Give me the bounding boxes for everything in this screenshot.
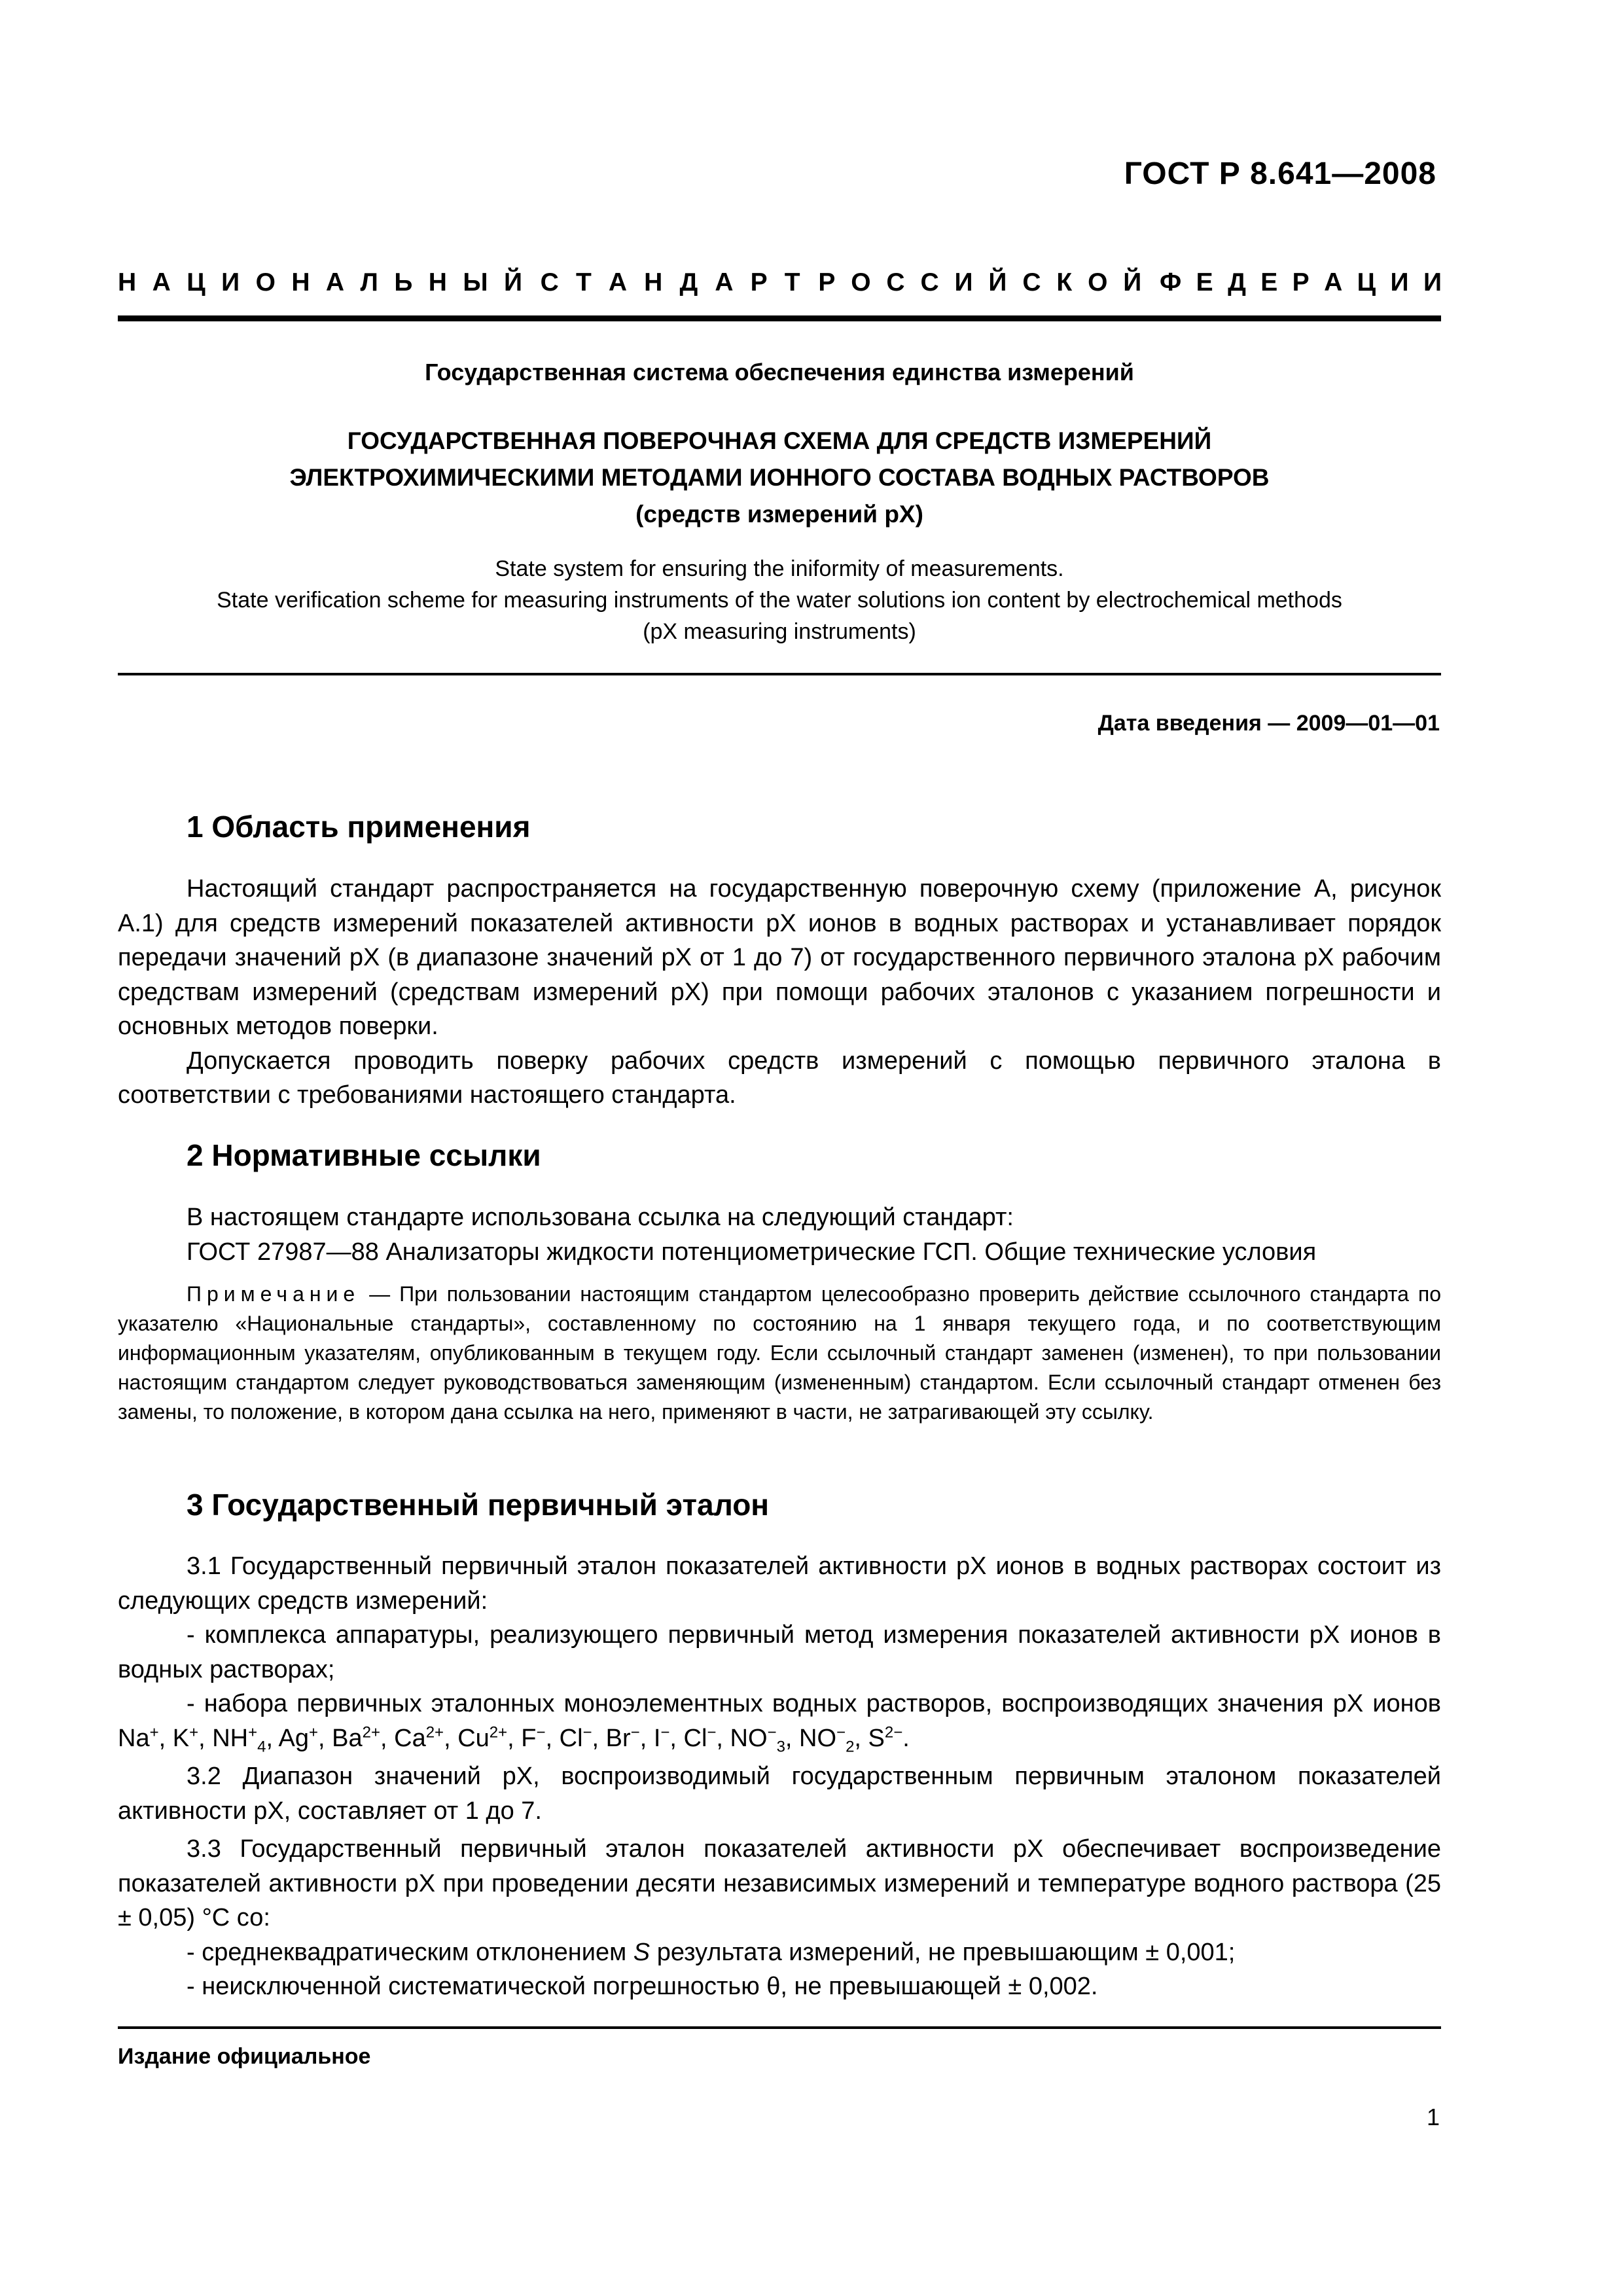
std-deviation-symbol: S xyxy=(633,1938,651,1966)
banner-word-3: Р О С С И Й С К О Й xyxy=(818,268,1142,296)
note-text: — При пользовании настоящим стандартом целесообразно проверить действие ссылочного стандарта по указателю «Национальные стандарты», составленному по состоянию на 1 января текущего года, и по соответствующим информационным указателям, опубликованным в текущем году. Если ссылочный стандарт заменен (изменен), то при пользовании настоящим стандартом следует руководствоваться заменяющим (измененным) стандартом. Если ссылочный стандарт отменен без замены, то положение, в котором дана ссылка на него, применяют в части, не затрагивающей эту ссылку. xyxy=(118,1282,1441,1424)
main-title-line-2: ЭЛЕКТРОХИМИЧЕСКИМИ МЕТОДАМИ ИОННОГО СОСТАВА ВОДНЫХ РАСТВОРОВ xyxy=(289,464,1270,491)
main-title xyxy=(118,423,1441,533)
clause-3-1-item-2: - набора первичных эталонных моноэлементных водных растворов, воспроизводящих значения pX ионов Na+, K+, $NH^+_4$, Ag+, $Ba^{2+}$, $Ca^{2+}$, $Cu^{2+}$, F−, Cl−, Br−, I−, Cl−, $NO^-_3$, $NO^-_2$, $S^{2-}$. xyxy=(118,1690,1441,1756)
clause-3-2: 3.2 Диапазон значений pX, воспроизводимый государственным первичным эталоном показателей активности pX, составляет от 1 до 7. xyxy=(118,1763,1441,1825)
section-2-body xyxy=(118,1200,1441,1269)
section-1-body xyxy=(118,872,1441,1113)
section-1-paragraph-1: Настоящий стандарт распространяется на государственную поверочную схему (приложение А, рисунок А.1) для средств измерений показателей активности pX ионов в водных растворах и устанавливает порядок передачи значений pX (в диапазоне значений pX от 1 до 7) от государственного первичного эталона pX рабочим средствам измерений (средствам измерений pX) при помощи рабочих эталонов с указанием погрешности и основных методов поверки. xyxy=(118,875,1441,1040)
ion-i: I xyxy=(653,1724,661,1752)
section-3-heading: 3 Государственный первичный эталон xyxy=(187,1488,770,1522)
ion-no3: NO xyxy=(730,1724,768,1752)
main-title-line-3: (средств измерений pX) xyxy=(635,501,923,528)
system-title: Государственная система обеспечения единства измерений xyxy=(425,359,1134,386)
section-2-heading: 2 Нормативные ссылки xyxy=(187,1138,541,1172)
english-title xyxy=(118,553,1441,647)
section-2-reference: ГОСТ 27987—88 Анализаторы жидкости потенциометрические ГСП. Общие технические условия xyxy=(187,1238,1317,1266)
ion-s: S xyxy=(868,1724,885,1752)
clause-3-1-item-1: - комплекса аппаратуры, реализующего первичный метод измерения показателей активности pX ионов в водных растворах; xyxy=(118,1621,1441,1683)
ion-list-lead: - набора первичных эталонных моноэлементных водных растворов, воспроизводящих значения pX ионов xyxy=(187,1690,1441,1717)
ion-cl-2: Cl xyxy=(683,1724,707,1752)
ion-br: Br xyxy=(605,1724,631,1752)
footer-divider xyxy=(118,2026,1441,2029)
section-1-paragraph-2: Допускается проводить поверку рабочих средств измерений с помощью первичного эталона в соответствии с требованиями настоящего стандарта. xyxy=(118,1047,1441,1109)
standard-banner xyxy=(118,268,1442,297)
ion-ag: Ag xyxy=(278,1724,309,1752)
ion-no2: NO xyxy=(799,1724,837,1752)
english-title-line-2: State verification scheme for measuring instruments of the water solutions ion content by electrochemical methods xyxy=(217,588,1342,613)
english-title-line-1: State system for ensuring the iniformity of measurements. xyxy=(495,556,1064,581)
official-edition-label: Издание официальное xyxy=(118,2044,371,2069)
clause-3-1: 3.1 Государственный первичный эталон показателей активности pX ионов в водных растворах состоит из следующих средств измерений: xyxy=(118,1552,1441,1615)
banner-word-1: Н А Ц И О Н А Л Ь Н Ы Й xyxy=(118,268,522,296)
clause-3-3-item-1 xyxy=(118,1935,1441,1970)
banner-word-4: Ф Е Д Е Р А Ц И И xyxy=(1159,268,1442,296)
note-label: Примечание xyxy=(187,1282,361,1306)
ion-f: F xyxy=(521,1724,537,1752)
clause-3-3-item-1-lead: - среднеквадратическим отклонением xyxy=(187,1938,633,1966)
page-number: 1 xyxy=(1426,2104,1440,2130)
introduction-date: Дата введения — 2009—01—01 xyxy=(1097,711,1440,736)
ion-cu: Cu xyxy=(457,1724,490,1752)
title-divider xyxy=(118,673,1441,675)
clause-3-3: 3.3 Государственный первичный эталон показателей активности pX обеспечивает воспроизведение показателей активности pX при проведении десяти независимых измерений и температуре водного раствора (25 ± 0,05) °С со: xyxy=(118,1835,1441,1931)
ion-k: K xyxy=(172,1724,190,1752)
document-id: ГОСТ Р 8.641—2008 xyxy=(1124,156,1436,191)
ion-nh4: NH xyxy=(212,1724,249,1752)
section-2-paragraph-1: В настоящем стандарте использована ссылка на следующий стандарт: xyxy=(187,1204,1014,1231)
ion-ba: Ba xyxy=(332,1724,363,1752)
ion-ca: Ca xyxy=(394,1724,426,1752)
banner-word-2: С Т А Н Д А Р Т xyxy=(540,268,800,296)
english-title-line-3: (pX measuring instruments) xyxy=(643,619,916,644)
ion-na: Na xyxy=(118,1724,150,1752)
ion-cl: Cl xyxy=(559,1724,583,1752)
section-2-note xyxy=(118,1280,1441,1427)
section-1-heading: 1 Область применения xyxy=(187,810,531,844)
clause-3-3-item-2: - неисключенной систематической погрешностью θ, не превышающей ± 0,002. xyxy=(187,1973,1098,2000)
main-title-line-1: ГОСУДАРСТВЕННАЯ ПОВЕРОЧНАЯ СХЕМА ДЛЯ СРЕДСТВ ИЗМЕРЕНИЙ xyxy=(347,427,1212,454)
banner-divider xyxy=(118,315,1441,321)
clause-3-3-item-1-tail: результата измерений, не превышающим ± 0,001; xyxy=(650,1938,1236,1966)
section-3-body xyxy=(118,1549,1441,2004)
